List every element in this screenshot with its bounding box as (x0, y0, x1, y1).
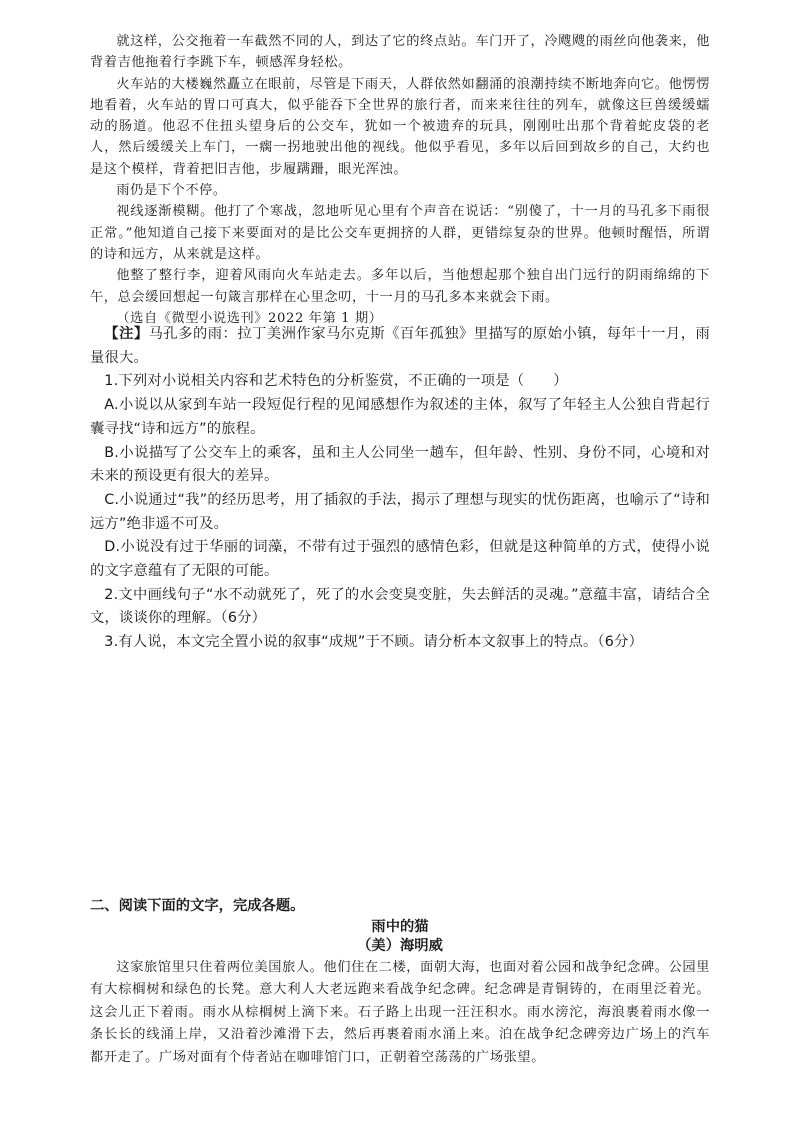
source-citation: （选自《微型小说选刊》2022 年第 1 期） (116, 310, 383, 326)
story-paragraph: 这家旅馆里只住着两位美国旅人。他们住在二楼，面朝大海，也面对着公园和战争纪念碑。公园里有大棕榈树和绿色的长凳。意大利人大老远跑来看战争纪念碑。纪念碑是青铜铸的，在雨里泛着光。这会儿正下着雨。雨水从棕榈树上滴下来。石子路上出现一汪汪积水。雨水滂沱，海浪裹着雨水像一条长长的线涌上岸，又沿着沙滩滑下去，然后再裹着雨水涌上来。泊在战争纪念碑旁边广场上的汽车都开走了。广场对面有个侍者站在咖啡馆门口，正朝着空荡荡的广场张望。 (90, 960, 710, 1065)
note-tag: 【注】 (104, 326, 149, 342)
story-paragraph: 雨仍是下个不停。 (116, 183, 227, 199)
story-excerpt (90, 31, 710, 329)
question-1: 1.下列对小说相关内容和艺术特色的分析鉴赏，不正确的一项是（ ） (104, 373, 568, 390)
option-c: C.小说通过“我”的经历思考，用了插叙的手法，揭示了理想与现实的忧伤距离，也喻示了“诗和远方”绝非遥不可及。 (90, 491, 710, 532)
story-paragraph: 他整了整行李，迎着风雨向火车站走去。多年以后，当他想起那个独自出门远行的阴雨绵绵的下午，总会缓回想起一句箴言那样在心里念叨，十一月的马孔多本来就会下雨。 (90, 268, 710, 305)
story-paragraph: 火车站的大楼巍然矗立在眼前，尽管是下雨天，人群依然如翻涌的浪潮持续不断地奔向它。他愣愣地看着，火车站的胃口可真大，似乎能吞下全世界的旅行者，而来来往往的列车，就像这巨兽缓缓蠕动的肠道。他忍不住扭头望身后的公交车，犹如一个被遗弃的玩具，刚刚吐出那个背着蛇皮袋的老人，然后缓缓关上车门，一瘸一拐地驶出他的视线。他似乎看见，多年以后回到故乡的自己，大约也是这个模样，背着把旧吉他，步履蹒跚，眼光浑浊。 (90, 76, 710, 177)
annotation-note (90, 323, 710, 370)
question-3: 3.有人说，本文完全置小说的叙事“成规”于不顾。请分析本文叙事上的特点。（6分） (104, 634, 644, 651)
second-story (90, 957, 710, 1069)
questions-block (90, 323, 710, 655)
section-heading: 二、阅读下面的文字，完成各题。 (90, 898, 305, 914)
story-author: （美）海明威 (357, 938, 443, 954)
option-b: B.小说描写了公交车上的乘客，虽和主人公同坐一趟车，但年龄、性别、身份不同，心境和对未来的预设更有很大的差异。 (90, 444, 710, 485)
question-2: 2.文中画线句子“水不动就死了，死了的水会变臭变脏，失去鲜活的灵魂。”意蕴丰富，请结合全文，谈谈你的理解。（6分） (90, 586, 710, 627)
option-a: A.小说以从家到车站一段短促行程的见闻感想作为叙述的主体，叙写了年轻主人公独自背起行囊寻找“诗和远方”的旅程。 (90, 397, 710, 437)
option-d: D.小说没有过于华丽的词藻，不带有过于强烈的感情色彩，但就是这种简单的方式，使得小说的文字意蕴有了无限的可能。 (90, 539, 710, 580)
note-text: 马孔多的雨：拉丁美洲作家马尔克斯《百年孤独》里描写的原始小镇，每年十一月，雨量很大。 (90, 326, 710, 366)
story-paragraph: 视线逐渐模糊。他打了个寒战，忽地听见心里有个声音在说话：“别傻了，十一月的马孔多下雨很正常。”他知道自己接下来要面对的是比公交车更拥挤的人群，更错综复杂的世界。他顿时醒悟，所谓的诗和远方，从来就是这样。 (90, 204, 710, 262)
story-title: 雨中的猫 (371, 919, 429, 935)
story-paragraph: 就这样，公交拖着一车截然不同的人，到达了它的终点站。车门开了，冷飕飕的雨丝向他袭来，他背着吉他拖着行李跳下车，顿感浑身轻松。 (90, 34, 710, 71)
